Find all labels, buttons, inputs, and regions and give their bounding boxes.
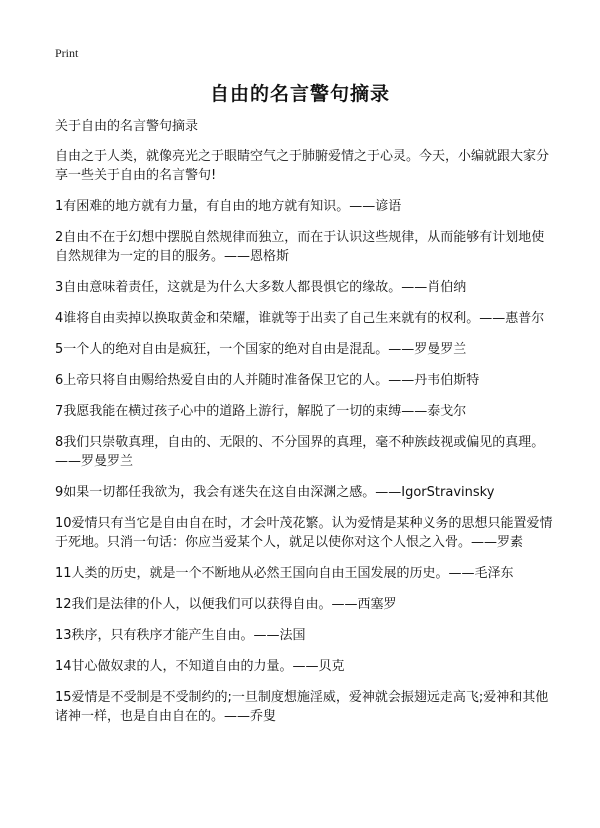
article-body <box>55 117 555 738</box>
quote-1: 1有困难的地方就有力量，有自由的地方就有知识。——谚语 <box>55 199 402 214</box>
quote-10: 10爱情只有当它是自由自在时，才会叶茂花繁。认为爱情是某种义务的思想只能置爱情于死地。只消一句话：你应当爱某个人，就足以使你对这个人恨之入骨。——罗素 <box>55 516 553 550</box>
quote-9: 9如果一切都任我欲为，我会有迷失在这自由深渊之感。——IgorStravinsky <box>55 485 495 500</box>
quote-11: 11人类的历史，就是一个不断地从必然王国向自由王国发展的历史。——毛泽东 <box>55 566 514 581</box>
page-title: 自由的名言警句摘录 <box>209 83 390 105</box>
quote-2: 2自由不在于幻想中摆脱自然规律而独立，而在于认识这些规律，从而能够有计划地使自然规律为一定的目的服务。——恩格斯 <box>55 230 545 264</box>
quote-5: 5一个人的绝对自由是疯狂，一个国家的绝对自由是混乱。——罗曼罗兰 <box>55 342 467 357</box>
quote-3: 3自由意味着责任，这就是为什么大多数人都畏惧它的缘故。——肖伯纳 <box>55 280 467 295</box>
quote-12: 12我们是法律的仆人，以便我们可以获得自由。——西塞罗 <box>55 597 397 612</box>
quote-13: 13秩序，只有秩序才能产生自由。——法国 <box>55 628 306 643</box>
quote-7: 7我愿我能在横过孩子心中的道路上游行，解脱了一切的束缚——泰戈尔 <box>55 404 467 419</box>
print-link[interactable]: Print <box>55 46 79 60</box>
quote-15: 15爱情是不受制是不受制约的;一旦制度想施淫威，爱神就会振翅远走高飞;爱神和其他诸神一样，也是自由自在的。——乔叟 <box>55 690 549 724</box>
quote-6: 6上帝只将自由赐给热爱自由的人并随时准备保卫它的人。——丹韦伯斯特 <box>55 373 480 388</box>
quote-8: 8我们只崇敬真理，自由的、无限的、不分国界的真理，毫不种族歧视或偏见的真理。——罗曼罗兰 <box>55 435 545 469</box>
quote-4: 4谁将自由卖掉以换取黄金和荣耀，谁就等于出卖了自己生来就有的权利。——惠普尔 <box>55 311 545 326</box>
intro-paragraph: 自由之于人类，就像亮光之于眼睛空气之于肺腑爱情之于心灵。今天，小编就跟大家分享一些关于自由的名言警句! <box>55 149 550 183</box>
subtitle: 关于自由的名言警句摘录 <box>55 119 199 134</box>
quote-14: 14甘心做奴隶的人，不知道自由的力量。——贝克 <box>55 659 345 674</box>
